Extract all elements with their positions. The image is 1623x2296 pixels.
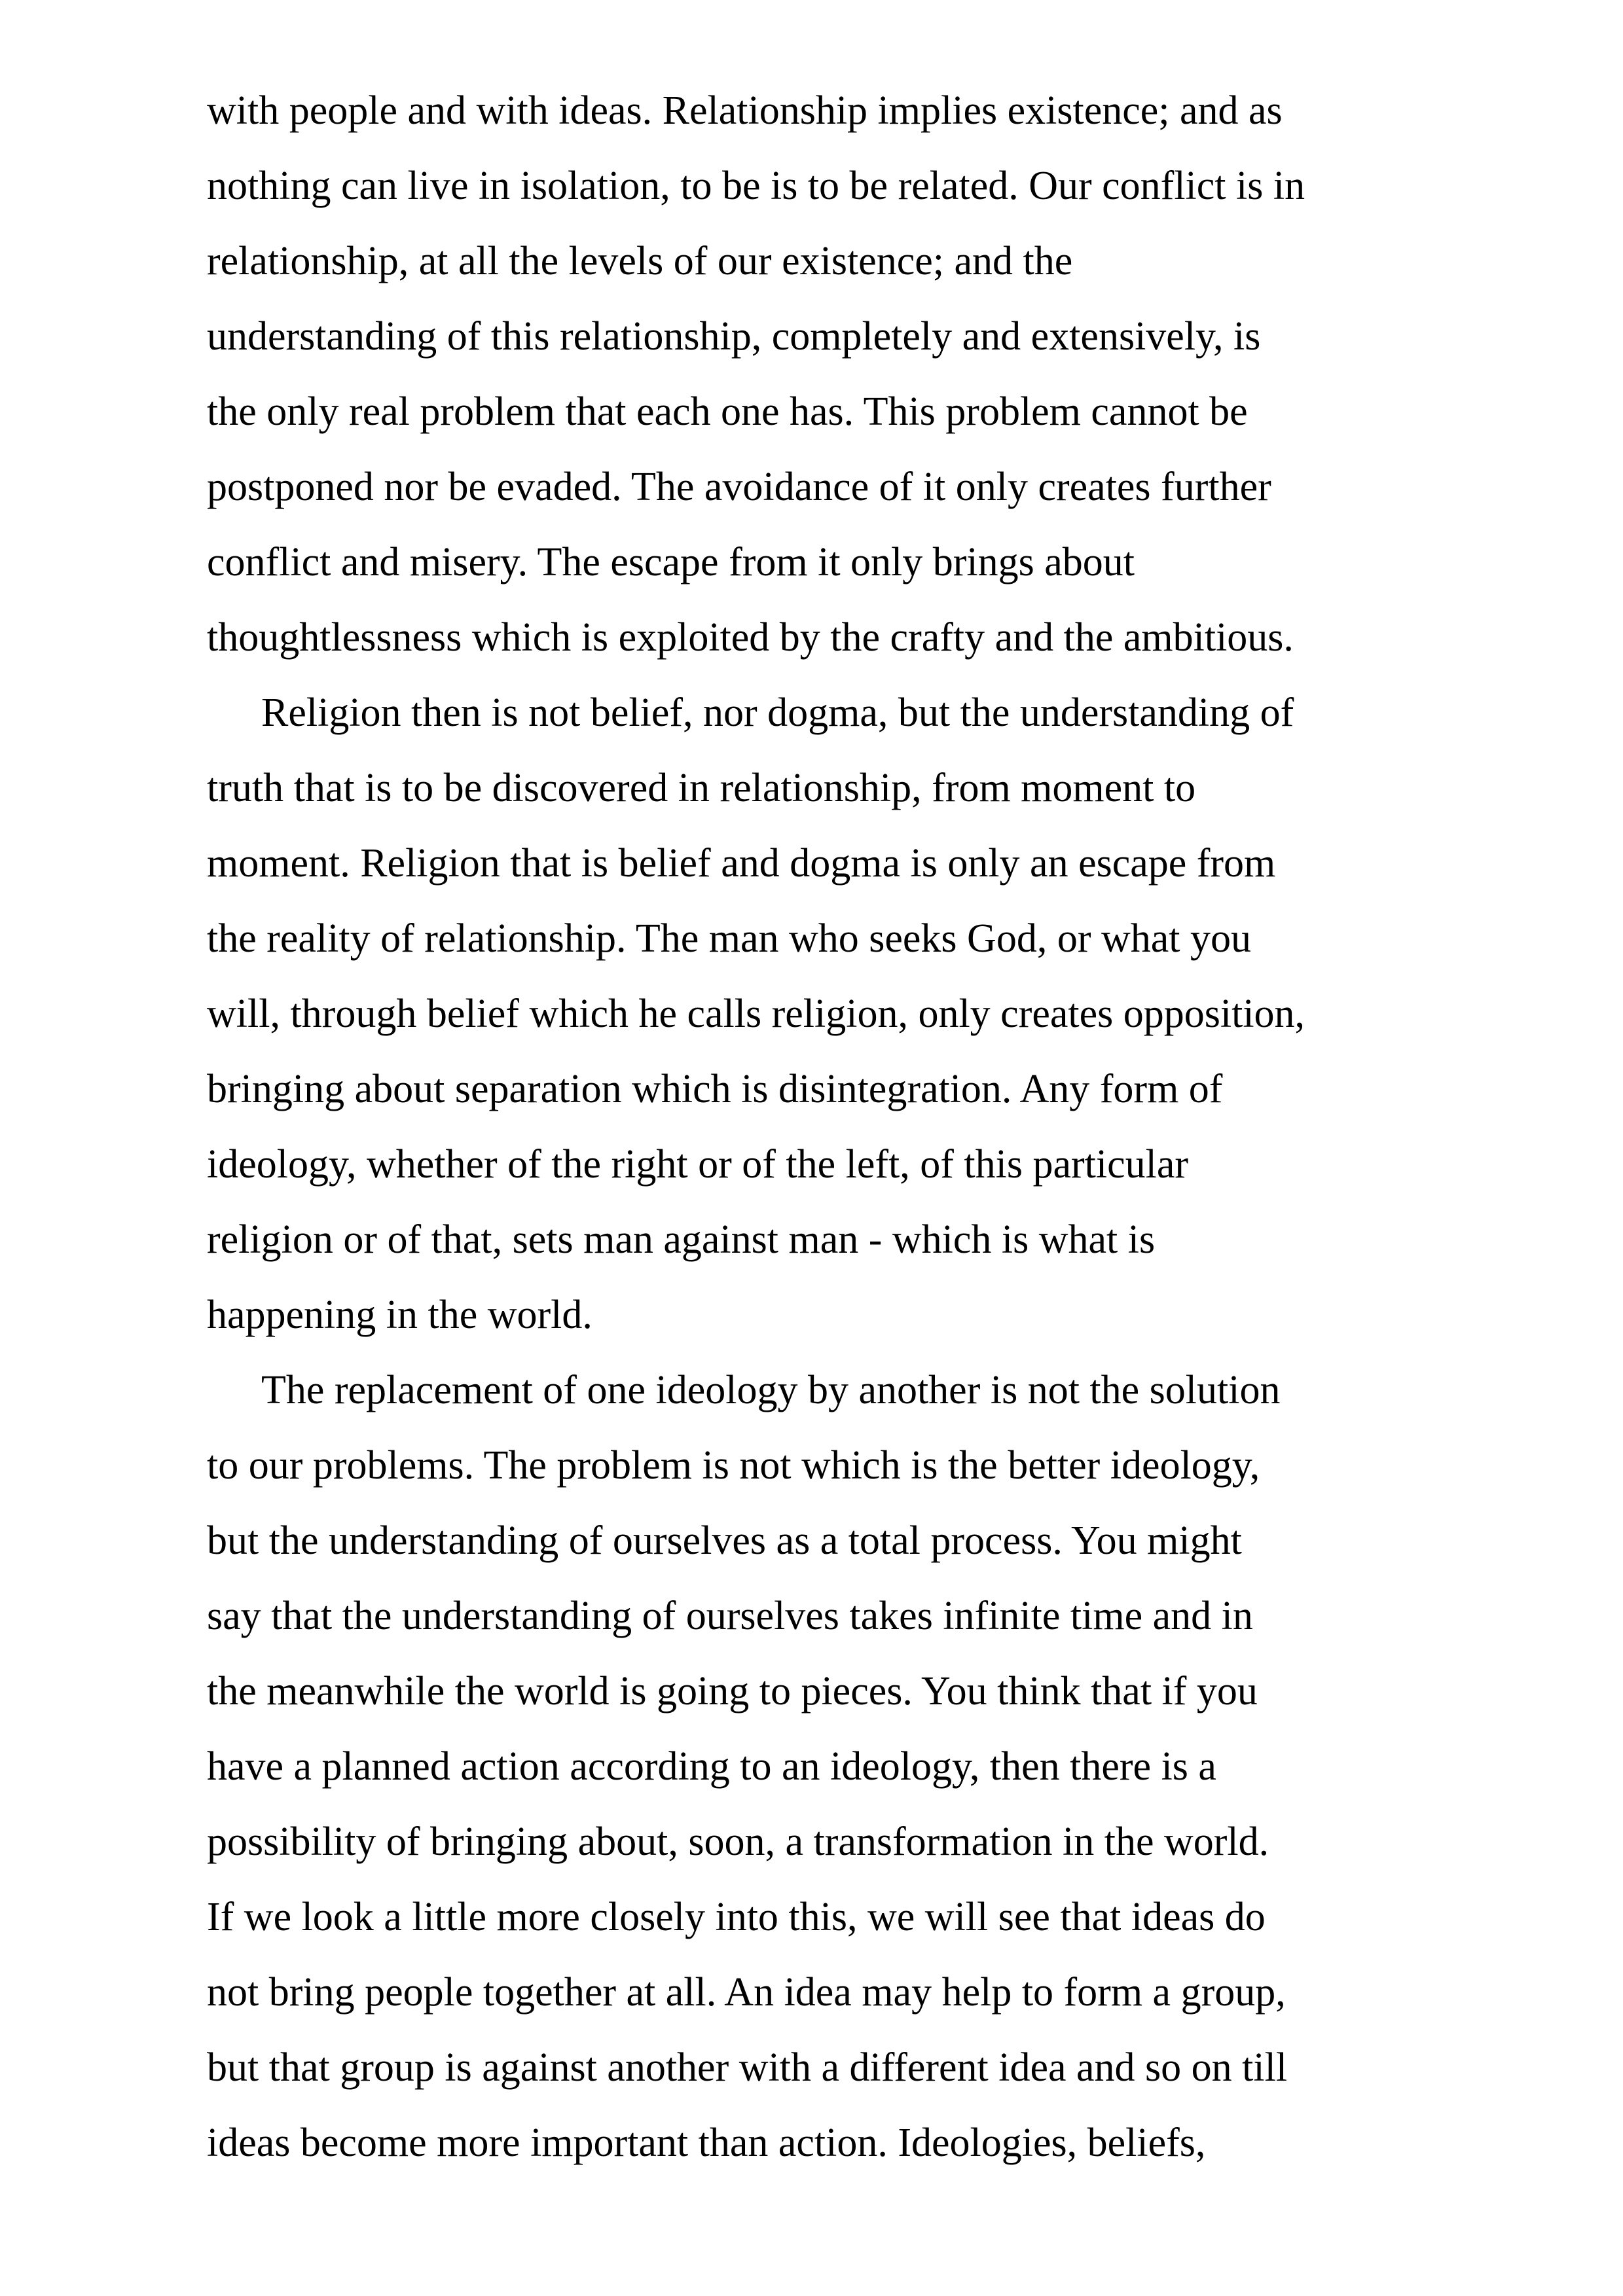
text-line: not bring people together at all. An idea may help to form a group, (207, 1970, 1286, 2015)
text-line: nothing can live in isolation, to be is to be related. Our conflict is in (207, 164, 1305, 208)
body-text (207, 73, 1451, 2181)
text-line: moment. Religion that is belief and dogma is only an escape from (207, 841, 1276, 886)
text-line: have a planned action according to an ideology, then there is a (207, 1744, 1216, 1789)
text-line: happening in the world. (207, 1293, 593, 1337)
text-line: truth that is to be discovered in relationship, from moment to (207, 766, 1196, 810)
text-line: possibility of bringing about, soon, a transformation in the world. (207, 1820, 1269, 1864)
text-line: the only real problem that each one has. This problem cannot be (207, 389, 1248, 434)
text-line: ideas become more important than action. Ideologies, beliefs, (207, 2121, 1206, 2165)
text-line: to our problems. The problem is not which is the better ideology, (207, 1443, 1260, 1488)
text-line: will, through belief which he calls religion, only creates opposition, (207, 992, 1305, 1036)
text-line: the meanwhile the world is going to pieces. You think that if you (207, 1669, 1258, 1713)
paragraph-first-line: Religion then is not belief, nor dogma, but the understanding of (261, 691, 1294, 735)
text-line: postponed nor be evaded. The avoidance of it only creates further (207, 465, 1271, 509)
text-line: bringing about separation which is disintegration. Any form of (207, 1067, 1223, 1111)
text-line: conflict and misery. The escape from it only brings about (207, 540, 1135, 584)
text-line: relationship, at all the levels of our existence; and the (207, 239, 1073, 283)
text-line: ideology, whether of the right or of the left, of this particular (207, 1142, 1189, 1187)
text-line: but that group is against another with a different idea and so on till (207, 2045, 1288, 2090)
text-line: the reality of relationship. The man who seeks God, or what you (207, 916, 1251, 961)
text-line: religion or of that, sets man against man - which is what is (207, 1217, 1156, 1262)
text-line: say that the understanding of ourselves takes infinite time and in (207, 1594, 1253, 1638)
paragraph-first-line: The replacement of one ideology by another is not the solution (261, 1368, 1281, 1412)
text-line: but the understanding of ourselves as a total process. You might (207, 1518, 1242, 1563)
text-line: with people and with ideas. Relationship implies existence; and as (207, 88, 1283, 133)
text-line: If we look a little more closely into this, we will see that ideas do (207, 1895, 1266, 1939)
text-line: understanding of this relationship, completely and extensively, is (207, 314, 1261, 359)
text-line: thoughtlessness which is exploited by the crafty and the ambitious. (207, 615, 1294, 660)
